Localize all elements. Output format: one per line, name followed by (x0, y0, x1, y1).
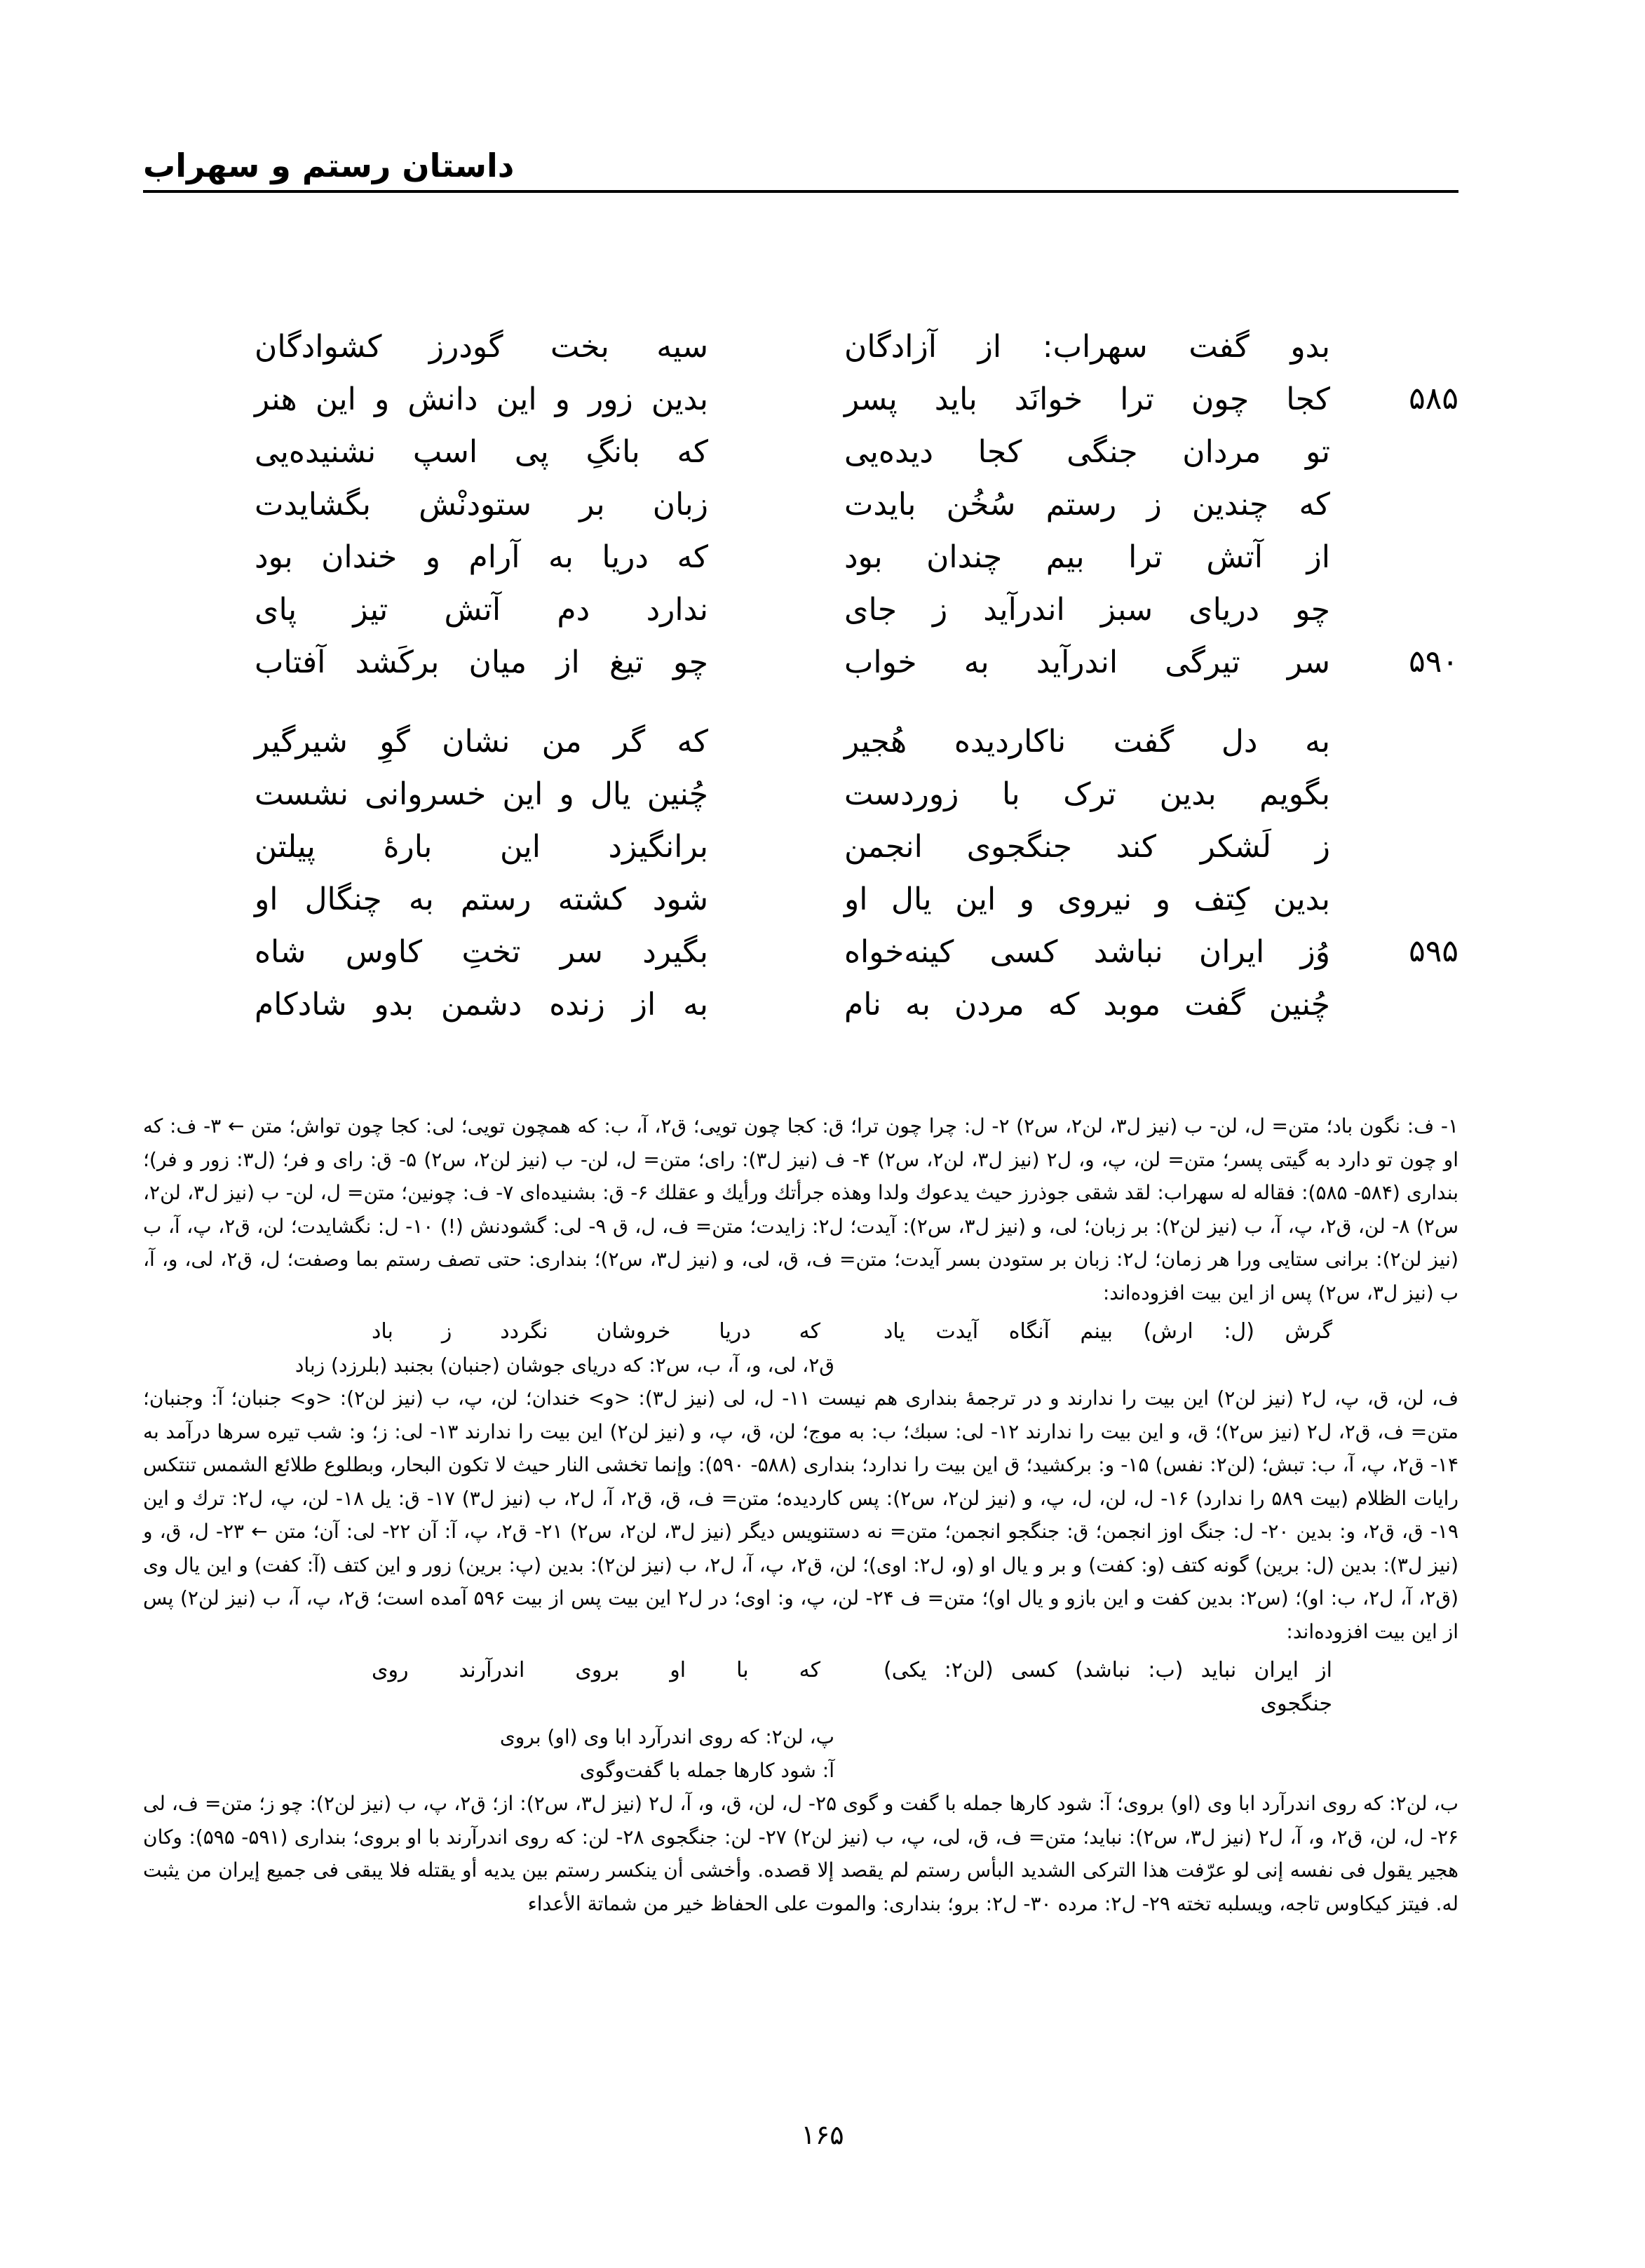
right-hemistich: چو دریای سبز اندرآید ز جای (844, 592, 1330, 628)
footnote-paragraph: ف، لن، ق، پ، ل۲ (نیز لن۲) این بیت را ندارند و در ترجمهٔ بنداری هم نیست ۱۱- ل، لی (نیز ل۳): <و> خندان؛ لن، پ، ب (نیز لن۲): <و> جنبان؛ آ: وجنبان؛ متن= ف، ق۲، ل۲ (نیز س۲)؛ ق، و این بیت را ندارند ۱۲- لی: سبك؛ ب: به موج؛ لن، ق، پ، و (نیز لن۲) این بیت را ندارند ۱۳- لی: ز؛ و: شب تیره سرها درآمد به ۱۴- ق۲، پ، آ، ب: تبش؛ (لن۲: نفس) ۱۵- و: برکشید؛ ق این بیت را ندارد؛ بنداری (۵۸۸- ۵۹۰): وإنما تخشی النار حیث لا تکون البحار، وبطلوع طلائع الشمس تنتکس رایات الظلام (بیت ۵۸۹ را ندارد) ۱۶- ل، لن، ل، پ، و (نیز لن۲، س۲): پس کاردیده؛ متن= ف، ق، ق۲، آ، ل۲، ب (نیز ل۳) ۱۷- ق: یل ۱۸- لن، پ، ل۲: ترك و این ۱۹- ق، ق۲، و: بدین ۲۰- ل: جنگ اوز انجمن؛ ق: جنگجو انجمن؛ متن= نه دستنویس دیگر (نیز ل۳، لن۲، س۲) ۲۱- ق۲، پ، آ: آن ۲۲- لی: آن؛ متن ← ۲۳- ل، ق، و (نیز ل۳): بدین (ل: برین) گونه کتف (و: کفت) و بر و یال او (و، ل۲: اوی)؛ لن، ق۲، پ، آ، ل۲، ب (نیز لن۲): بدین (پ: برین) زور و این کتف (آ: کفت) و این یال وی (ق۲، آ، ل۲، ب: او)؛ (س۲: بدین کفت و این بازو و یال او)؛ متن= ف ۲۴- لن، پ، و: اوی؛ در ل۲ این بیت پس از بیت ۵۹۶ آمده است؛ ق۲، پ، آ، ب (نیز لن۲) پس از این بیت افزوده‌اند: (143, 1386, 1459, 1643)
footnote-paragraph: ۱- ف: نگون باد؛ متن= ل، لن- ب (نیز ل۳، لن۲، س۲) ۲- ل: چرا چون ترا؛ ق: کجا چون تویی؛ ق۲، آ، ب: که همچون تویی؛ لی: کجا چون تواش؛ متن ← ۳- ف: که او چون تو دارد به گیتی پسر؛ متن= لن، پ، و، ل۲ (نیز ل۳، لن۲، س۲) ۴- ف (نیز ل۳): رای؛ متن= ل، لن- ب (نیز لن۲، س۲) ۵- ق: رای و فر؛ (ل۳: زور و فر)؛ بنداری (۵۸۴- ۵۸۵): فقاله له سهراب: لقد شقی جوذرز حیث یدعوك ولدا وهذه جرأتك ورأیك و عقلك ۶- ق: بشنیده‌ای ۷- ف: چونین؛ متن= ل، لن- ب (نیز ل۳، لن۲، س۲) ۸- لن، ق۲، پ، آ، ب (نیز لن۲): بر زبان؛ لی، و (نیز ل۳، س۲): آیدت؛ ل۲: زایدت؛ متن= ف، ل، ق ۹- لی: گشودنش (!) ۱۰- ل: نگشایدت؛ لن، ق۲، پ، آ، ب (نیز لن۲): برانی ستایی ورا هر زمان؛ ل۲: زبان بر ستودن بسر آیدت؛ متن= ف، ق، لی، و (نیز ل۳، س۲)؛ بنداری: حتی تصف رستم بما وصفت؛ ل، ق۲، لی، و، آ، ب (نیز ل۳، س۲) پس از این بیت افزوده‌اند: (143, 1114, 1459, 1304)
left-hemistich: چو تیغ از میان برکَشد آفتاب (255, 644, 708, 680)
added-verse (143, 1315, 1458, 1349)
added-verse-right: گرش (ل: ارش) بینم آنگاه آیدت یاد (884, 1319, 1332, 1344)
right-hemistich: تو مردان جنگی کجا دیده‌یی (844, 434, 1330, 470)
added-verse-right: از ایران نباید (ب: نباشد) کسی (لن۲: یکی) جنگجوی (884, 1658, 1332, 1716)
verse-row (143, 824, 1458, 877)
verse-row (143, 534, 1458, 587)
page-number: ۱۶۵ (801, 2119, 844, 2150)
verse-number: ۵۸۵ (1409, 381, 1458, 417)
left-hemistich: بدین زور و این دانش و این هنر (255, 382, 708, 417)
left-hemistich: بگیرد سر تختِ کاوس شاه (255, 934, 708, 970)
right-hemistich: بدو گفت سهراب: از آزادگان (844, 329, 1330, 365)
left-hemistich: که دریا به آرام و خندان بود (255, 539, 708, 575)
verse-row (143, 929, 1458, 982)
verse-number: ۵۹۵ (1409, 933, 1458, 969)
right-hemistich: وُز ایران نباشد کسی کینه‌خواه (844, 934, 1330, 970)
verse-row (143, 324, 1458, 377)
verse-stanza-2 (143, 719, 1458, 1034)
verse-stanza-1 (143, 324, 1458, 692)
verse-row (143, 640, 1458, 692)
right-hemistich: از آتش ترا بیم چندان بود (844, 539, 1330, 575)
footnote-paragraph: ب، لن۲: که روی اندرآرد ابا وی (او) بروی؛ آ: شود کارها جمله با گفت و گوی ۲۵- ل، لن، ق، و، آ، ل۲ (نیز ل۳، س۲): از؛ ق۲، پ، ب (نیز لن۲): چو ز؛ متن= ف، لی ۲۶- ل، لن، ق۲، و، آ، ل۲ (نیز ل۳، س۲): نباید؛ متن= ف، ق، لی، پ، ب (نیز لن۲) ۲۷- لن: جنگجوی ۲۸- لن: که روی اندرآرند با او بروی؛ بنداری (۵۹۱- ۵۹۵): وکان هجیر یقول فی نفسه إنی لو عرّفت هذا الترکی الشدید البأس رستم لم یقصد إلا قصده. وأخشی أن ینکسر رستم بین یدیه أو یقتله فلا یبقی فی جمیع إیران من یثبت له. فیتز کیکاوس تاجه، ویسلبه تخته ۲۹- ل۲: مرده ۳۰- ل۲: برو؛ بنداری: والموت علی الحفاظ خیر من شماتة الأعداء (143, 1792, 1459, 1915)
verse-row (143, 482, 1458, 534)
verse-row (143, 719, 1458, 771)
added-verse (143, 1654, 1458, 1720)
left-hemistich: چُنین یال و این خسروانی نشست (255, 776, 708, 812)
right-hemistich: چُنین گفت موبد که مردن به نام (844, 987, 1330, 1022)
added-verse-left: که با او بروی اندرآرند روی (372, 1658, 820, 1682)
verse-variant: ق۲، لی، و، آ، ب، س۲: که دریای جوشان (جنبان) بجنبد (بلرزد) زباد (295, 1353, 834, 1377)
running-title: داستان رستم و سهراب (143, 147, 515, 184)
verse-row (143, 877, 1458, 929)
right-hemistich: ز لَشکر کند جنگجوی انجمن (844, 829, 1330, 865)
right-hemistich: کجا چون ترا خوانَد باید پسر (844, 382, 1330, 417)
left-hemistich: ندارد دم آتش تیز پای (255, 592, 708, 628)
right-hemistich: که چندین ز رستم سُخُن بایدت (844, 487, 1330, 522)
verse-row (143, 771, 1458, 824)
left-hemistich: که بانگِ پی اسپ نشنیده‌یی (255, 434, 708, 470)
left-hemistich: که گر من نشان گوِ شیرگیر (255, 724, 708, 760)
header-rule (143, 190, 1458, 193)
verse-row (143, 429, 1458, 482)
verse-variant: آ: شود کارها جمله با گفت‌وگوی (579, 1758, 834, 1782)
added-verse-left: که دریا خروشان نگردد ز باد (372, 1319, 820, 1344)
left-hemistich: برانگیزد این بارهٔ پیلتن (255, 829, 708, 865)
verse-number: ۵۹۰ (1409, 644, 1458, 680)
footnotes (143, 1109, 1458, 1920)
verse-row (143, 982, 1458, 1034)
right-hemistich: بدین کِتف و نیروی و این یال او (844, 882, 1330, 917)
verse-row (143, 377, 1458, 429)
right-hemistich: به دل گفت ناکاردیده هُجیر (844, 724, 1330, 760)
verse-variant: پ، لن۲: که روی اندرآرد ابا وی (او) بروی (499, 1725, 834, 1748)
left-hemistich: سیه بخت گودرز کشوادگان (255, 329, 708, 365)
left-hemistich: زبان بر ستودنْش بگشایدت (255, 487, 708, 522)
right-hemistich: سر تیرگی اندرآید به خواب (844, 644, 1330, 680)
verse-row (143, 587, 1458, 640)
left-hemistich: به از زنده دشمن بدو شادکام (255, 987, 708, 1022)
right-hemistich: بگویم بدین ترک با زوردست (844, 776, 1330, 812)
page-header (143, 144, 1458, 193)
left-hemistich: شود کشته رستم به چنگال او (255, 882, 708, 917)
